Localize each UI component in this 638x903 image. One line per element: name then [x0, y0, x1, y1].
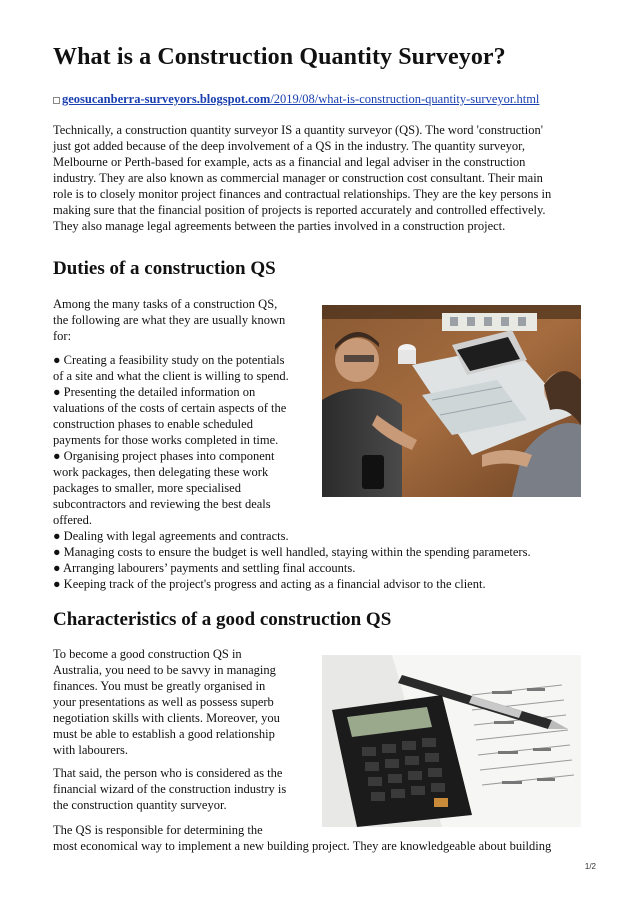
text-line: role is to closely monitor project finances and contractual relationships. They are the key persons in: [53, 187, 552, 201]
page-number: 1/2: [584, 862, 596, 871]
list-line: ● Creating a feasibility study on the potentials: [53, 353, 285, 367]
list-line: of a site and what the client is willing to spend.: [53, 369, 289, 383]
text-line: making sure that the financial position of projects is reported accurately and controlled effectively.: [53, 203, 546, 217]
text-line: with labourers.: [53, 743, 128, 757]
list-line: packages to smaller, more specialised: [53, 481, 241, 495]
text-line: Australia, you need to be savvy in managing: [53, 663, 276, 677]
section-heading-characteristics: Characteristics of a good construction QS: [53, 609, 392, 630]
list-line: ● Managing costs to ensure the budget is well handled, staying within the spending parameters.: [53, 545, 531, 559]
intro-paragraph: [53, 122, 578, 234]
text-line: financial wizard of the construction industry is: [53, 782, 287, 796]
characteristics-paragraph-2: [53, 765, 303, 813]
text-line: the construction quantity surveyor.: [53, 798, 227, 812]
text-line: industry. They are also known as commercial manager or construction cost consultant. Their main: [53, 171, 543, 185]
text-line: must be able to establish a good relationship: [53, 727, 275, 741]
link-icon: [53, 97, 60, 104]
meeting-photo: [322, 305, 581, 497]
list-line: construction phases to enable scheduled: [53, 417, 253, 431]
text-line: for:: [53, 329, 72, 343]
list-line: ● Presenting the detailed information on: [53, 385, 256, 399]
list-line: ● Keeping track of the project's progress and acting as a financial advisor to the client.: [53, 577, 486, 591]
list-line: work packages, then delegating these work: [53, 465, 269, 479]
list-line: ● Dealing with legal agreements and contracts.: [53, 529, 289, 543]
text-line: just got added because of the deep involvement of a QS in the industry. The quantity surveyor,: [53, 139, 525, 153]
text-line: Melbourne or Perth-based for example, acts as a financial and legal adviser in the construction: [53, 155, 526, 169]
text-line: Technically, a construction quantity surveyor IS a quantity surveyor (QS). The word 'construction': [53, 123, 543, 137]
list-line: ● Organising project phases into component: [53, 449, 275, 463]
text-line: finances. You must be greatly organised in: [53, 679, 266, 693]
page-title: What is a Construction Quantity Surveyor?: [53, 44, 506, 70]
list-line: ● Arranging labourers’ payments and settling final accounts.: [53, 561, 356, 575]
text-line: That said, the person who is considered as the: [53, 766, 283, 780]
text-line: They also manage legal agreements between the parties involved in a construction project.: [53, 219, 506, 233]
source-link[interactable]: [53, 92, 539, 107]
list-line: payments for those works completed in time.: [53, 433, 279, 447]
source-domain[interactable]: geosucanberra-surveyors.blogspot.com: [62, 92, 271, 106]
text-line: The QS is responsible for determining the: [53, 823, 263, 837]
source-path[interactable]: /2019/08/what-is-construction-quantity-surveyor.html: [270, 92, 540, 106]
text-line: negotiation skills with clients. Moreover, you: [53, 711, 280, 725]
text-line: Among the many tasks of a construction QS,: [53, 297, 278, 311]
text-line: To become a good construction QS in: [53, 647, 242, 661]
calculator-photo: [322, 655, 581, 827]
duties-lead: [53, 296, 303, 344]
list-line: subcontractors and reviewing the best deals: [53, 497, 271, 511]
section-heading-duties: Duties of a construction QS: [53, 258, 276, 279]
list-line: offered.: [53, 513, 92, 527]
text-line: your presentations as well as possess superb: [53, 695, 274, 709]
text-line: the following are what they are usually known: [53, 313, 286, 327]
list-line: valuations of the costs of certain aspects of the: [53, 401, 287, 415]
characteristics-paragraph-1: [53, 646, 303, 758]
text-line: most economical way to implement a new building project. They are knowledgeable about building: [53, 839, 552, 853]
